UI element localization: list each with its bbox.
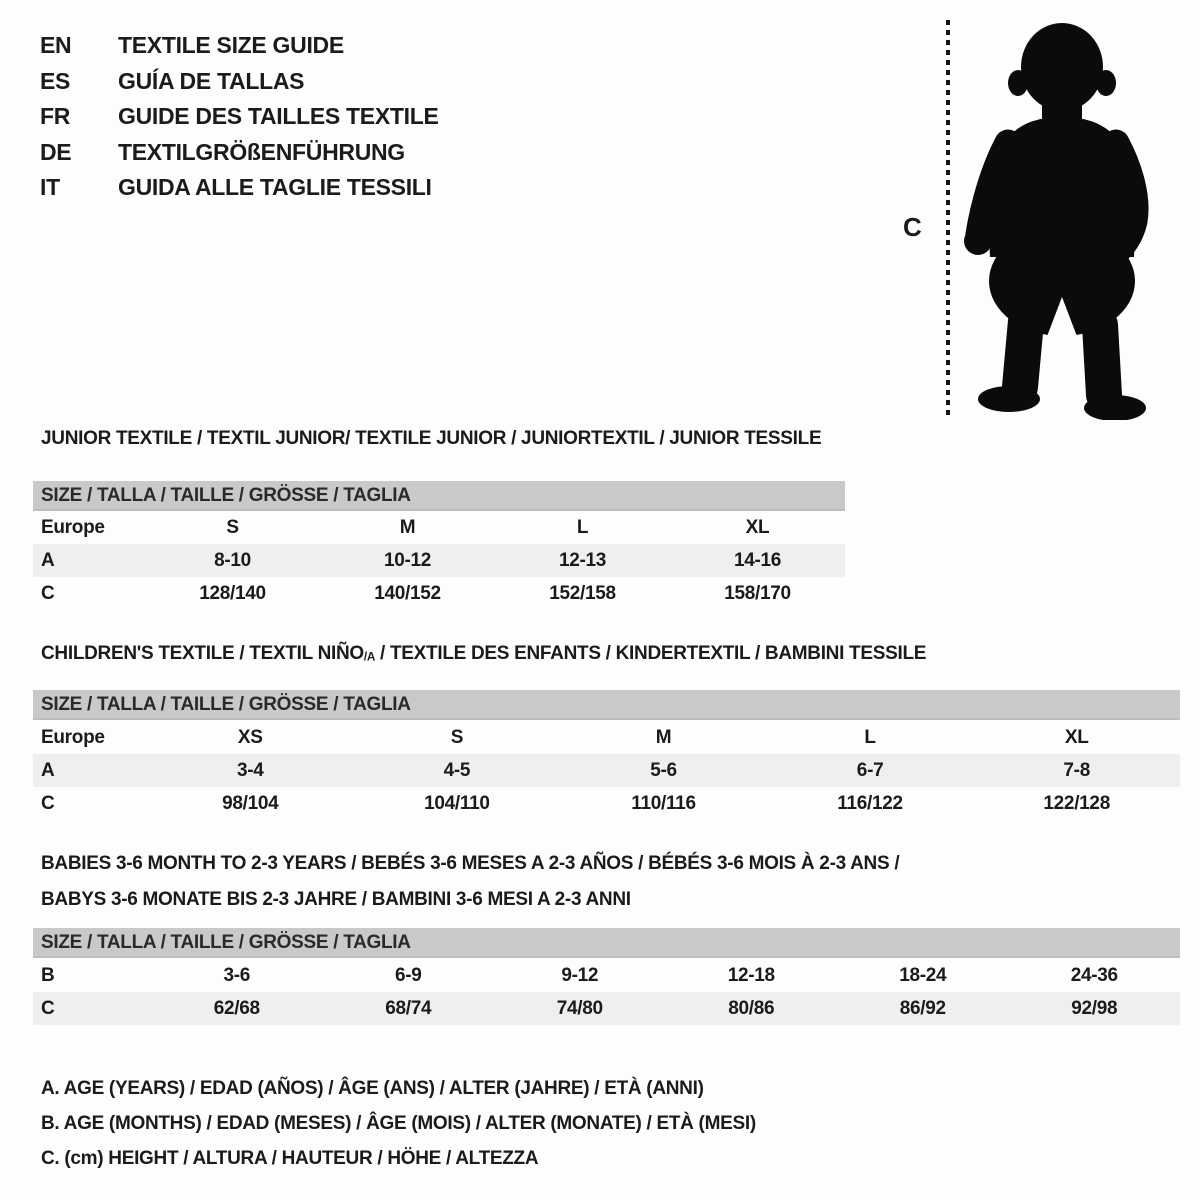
size-cell: 14-16 xyxy=(733,549,782,571)
size-cell: XS xyxy=(237,726,263,748)
children-title-subscript: /A xyxy=(363,650,376,664)
row-label: B xyxy=(41,964,55,986)
lang-row-en xyxy=(40,28,439,64)
size-cell: 158/170 xyxy=(724,582,791,604)
size-cell: 62/68 xyxy=(213,997,260,1019)
junior-size-table xyxy=(33,511,845,610)
size-cell: S xyxy=(450,726,464,748)
lang-code: IT xyxy=(40,174,60,200)
size-cell: S xyxy=(226,516,239,538)
lang-code: FR xyxy=(40,103,71,129)
babies-size-table xyxy=(33,959,1180,1025)
row-label: C xyxy=(41,582,55,604)
row-label: Europe xyxy=(41,726,105,748)
guide-title-it: GUIDA ALLE TAGLIE TESSILI xyxy=(118,174,432,200)
junior-section-title: JUNIOR TEXTILE / TEXTIL JUNIOR/ TEXTILE JUNIOR / JUNIORTEXTIL / JUNIOR TESSILE xyxy=(41,428,822,449)
row-label: A xyxy=(41,549,55,571)
table-row xyxy=(33,544,845,577)
size-cell: 80/86 xyxy=(728,997,775,1019)
children-section-title xyxy=(41,643,926,665)
babies-title-line2: BABYS 3-6 MONATE BIS 2-3 JAHRE / BAMBINI 3-6 MESI A 2-3 ANNI xyxy=(41,889,631,910)
guide-title-de: TEXTILGRÖßENFÜHRUNG xyxy=(118,138,405,165)
size-cell: M xyxy=(655,726,672,748)
table-row xyxy=(33,577,845,610)
table-row xyxy=(33,992,1180,1025)
toddler-silhouette-icon xyxy=(962,18,1167,420)
guide-title-es: GUÍA DE TALLAS xyxy=(118,67,305,94)
row-label: C xyxy=(41,997,55,1019)
row-label: Europe xyxy=(41,516,105,538)
children-size-band: SIZE / TALLA / TAILLE / GRÖSSE / TAGLIA xyxy=(33,690,1180,720)
children-title-part: CHILDREN'S TEXTILE / TEXTIL NIÑO xyxy=(41,643,364,664)
size-cell: 116/122 xyxy=(837,792,903,814)
row-label: A xyxy=(41,759,55,781)
size-cell: 12-18 xyxy=(727,964,775,986)
table-row xyxy=(33,754,1180,787)
size-cell: 18-24 xyxy=(899,964,947,986)
lang-row-fr xyxy=(40,99,439,135)
row-label: C xyxy=(41,792,55,814)
children-size-table xyxy=(33,721,1180,820)
size-cell: 74/80 xyxy=(556,997,603,1019)
height-dashed-line xyxy=(946,20,950,416)
size-cell: L xyxy=(576,516,589,538)
size-cell: 122/128 xyxy=(1043,792,1110,814)
table-row xyxy=(33,511,845,544)
height-measure-label: C xyxy=(903,212,922,242)
babies-title-line1: BABIES 3-6 MONTH TO 2-3 YEARS / BEBÉS 3-6 MESES A 2-3 AÑOS / BÉBÉS 3-6 MOIS À 2-3 ANS / xyxy=(41,853,900,874)
lang-code: DE xyxy=(40,138,72,165)
size-cell: 9-12 xyxy=(561,964,599,986)
size-cell: 24-36 xyxy=(1070,964,1118,986)
size-cell: 110/116 xyxy=(631,792,696,814)
measurement-legend xyxy=(41,1071,756,1176)
lang-code: EN xyxy=(40,32,72,58)
legend-line-c: C. (cm) HEIGHT / ALTURA / HAUTEUR / HÖHE / ALTEZZA xyxy=(41,1148,539,1169)
guide-title-en: TEXTILE SIZE GUIDE xyxy=(118,32,344,58)
size-cell: 86/92 xyxy=(899,997,946,1019)
size-cell: 12-13 xyxy=(558,549,607,571)
size-cell: 152/158 xyxy=(549,582,616,604)
lang-row-es xyxy=(40,64,439,100)
size-cell: M xyxy=(399,516,416,538)
lang-code: ES xyxy=(40,67,71,94)
size-cell: 5-6 xyxy=(650,759,677,781)
size-cell: 10-12 xyxy=(383,549,432,571)
size-cell: 140/152 xyxy=(374,582,441,604)
language-title-list xyxy=(40,28,439,206)
size-cell: 6-7 xyxy=(856,759,884,781)
size-cell: 3-4 xyxy=(237,759,264,781)
size-cell: 92/98 xyxy=(1071,997,1118,1019)
babies-section-title xyxy=(41,846,899,918)
lang-row-it xyxy=(40,170,439,206)
table-row xyxy=(33,787,1180,820)
table-row xyxy=(33,959,1180,992)
table-row xyxy=(33,721,1180,754)
size-cell: 8-10 xyxy=(214,549,251,571)
junior-size-band: SIZE / TALLA / TAILLE / GRÖSSE / TAGLIA xyxy=(33,481,845,511)
size-cell: 128/140 xyxy=(199,582,266,604)
guide-title-fr: GUIDE DES TAILLES TEXTILE xyxy=(118,103,439,129)
size-cell: 104/110 xyxy=(424,792,490,814)
legend-line-b: B. AGE (MONTHS) / EDAD (MESES) / ÂGE (MOIS) / ALTER (MONATE) / ETÀ (MESI) xyxy=(41,1113,756,1134)
legend-line-a: A. AGE (YEARS) / EDAD (AÑOS) / ÂGE (ANS) / ALTER (JAHRE) / ETÀ (ANNI) xyxy=(41,1078,704,1099)
size-cell: 3-6 xyxy=(223,964,251,986)
babies-size-band: SIZE / TALLA / TAILLE / GRÖSSE / TAGLIA xyxy=(33,928,1180,958)
size-cell: 6-9 xyxy=(394,964,422,986)
size-cell: 98/104 xyxy=(222,792,279,814)
size-cell: XL xyxy=(1064,726,1089,748)
size-cell: L xyxy=(864,726,876,748)
children-title-part: / TEXTILE DES ENFANTS / KINDERTEXTIL / BAMBINI TESSILE xyxy=(375,643,927,664)
size-cell: 4-5 xyxy=(443,759,471,781)
size-cell: XL xyxy=(745,516,770,538)
lang-row-de xyxy=(40,135,439,171)
size-cell: 7-8 xyxy=(1063,759,1090,781)
size-cell: 68/74 xyxy=(385,997,432,1019)
